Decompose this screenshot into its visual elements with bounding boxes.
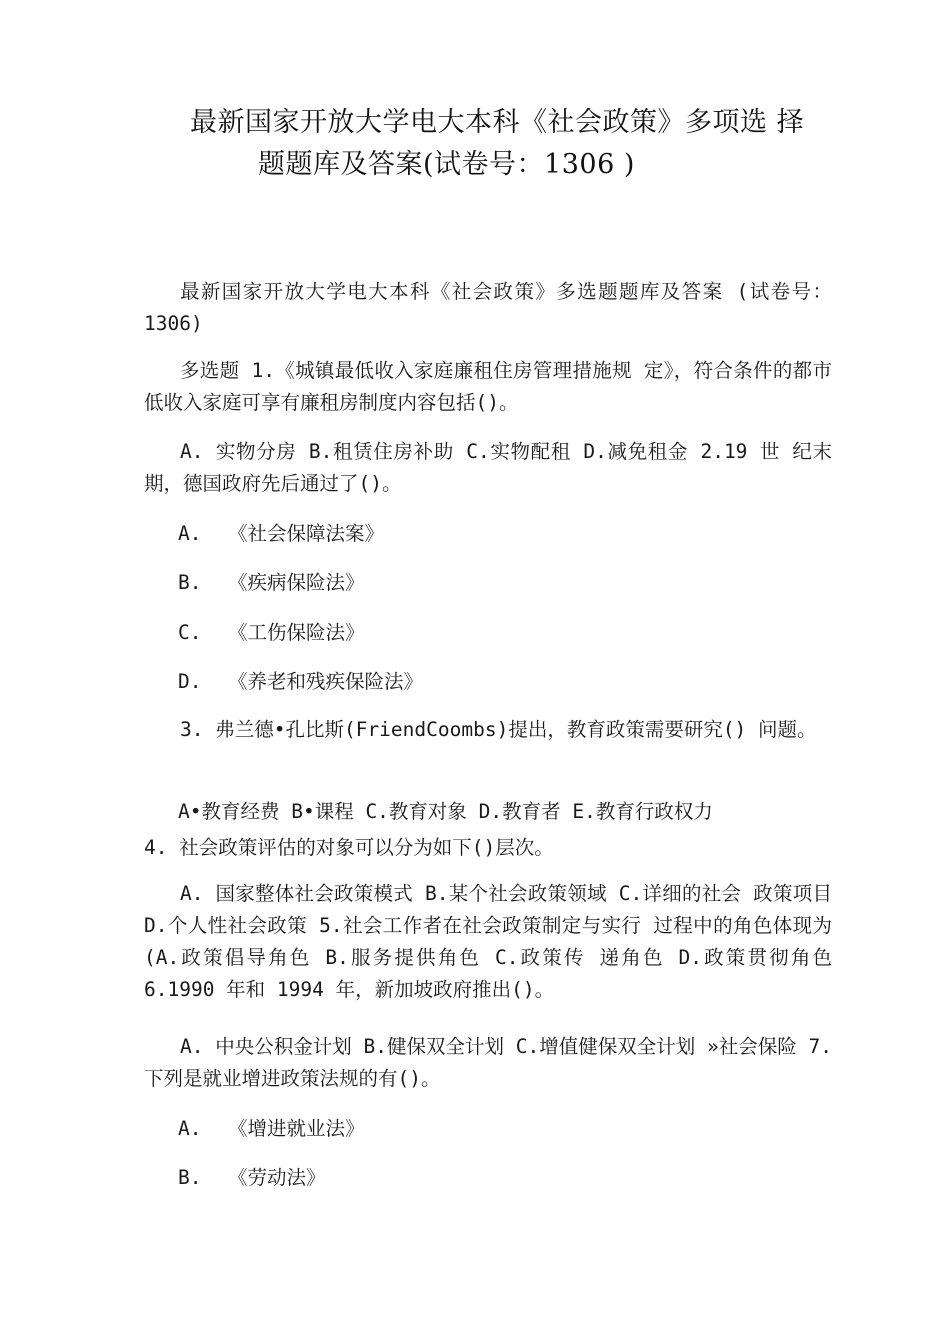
- question-1-options-question-2: A. 实物分房 B.租赁住房补助 C.实物配租 D.减免租金 2.19 世 纪末期，德国政府先后通过了()。: [144, 440, 832, 495]
- question-2-option-d: [178, 666, 423, 698]
- option-label: B.: [178, 571, 202, 594]
- question-4-options-questions-5-6: A. 国家整体社会政策模式 B.某个社会政策领域 C.详细的社会 政策项目 D.个人性社会政策 5.社会工作者在社会政策制定与实行 过程中的角色体现为(A.政策倡导角色 B.服务提供角色 C.政策传 递角色 D.政策贯彻角色 6.1990 年和 1994 年，新加坡政府推出()。: [144, 882, 832, 1001]
- intro-paragraph: 最新国家开放大学电大本科《社会政策》多选题题库及答案 (试卷号：1306): [144, 280, 832, 335]
- question-3-options: A•教育经费 B•课程 C.教育对象 D.教育者 E.教育行政权力: [178, 800, 713, 823]
- question-3: 3. 弗兰德•孔比斯(FriendCoombs)提出，教育政策需要研究() 问题。: [180, 718, 817, 741]
- option-text: 《社会保障法案》: [228, 522, 385, 545]
- question-6-options-question-7: A. 中央公积金计划 B.健保双全计划 C.增值健保双全计划 »社会保险 7.下列是就业增进政策法规的有()。: [144, 1035, 832, 1090]
- option-label: D.: [178, 670, 202, 693]
- option-text: 《疾病保险法》: [228, 571, 365, 594]
- option-label: B.: [178, 1166, 202, 1189]
- question-7-option-b: [178, 1162, 326, 1194]
- question-4: 4. 社会政策评估的对象可以分为如下()层次。: [144, 836, 554, 859]
- question-1: 多选题 1.《城镇最低收入家庭廉租住房管理措施规 定》，符合条件的都市低收入家庭可享有廉租房制度内容包括()。: [144, 359, 832, 414]
- option-text: 《养老和残疾保险法》: [228, 670, 424, 693]
- option-text: 《工伤保险法》: [228, 621, 365, 644]
- document-title-line-2: 题题库及答案(试卷号：1306 ): [258, 149, 635, 180]
- option-label: C.: [178, 621, 202, 644]
- question-2-option-c: [178, 617, 365, 649]
- option-text: 《劳动法》: [228, 1166, 326, 1189]
- option-label: A.: [178, 1117, 202, 1140]
- option-label: A.: [178, 522, 202, 545]
- question-7-option-a: [178, 1113, 365, 1145]
- option-text: 《增进就业法》: [228, 1117, 365, 1140]
- document-title-line-1: 最新国家开放大学电大本科《社会政策》多项选 择: [190, 107, 805, 138]
- question-2-option-a: [178, 518, 384, 550]
- question-2-option-b: [178, 567, 365, 599]
